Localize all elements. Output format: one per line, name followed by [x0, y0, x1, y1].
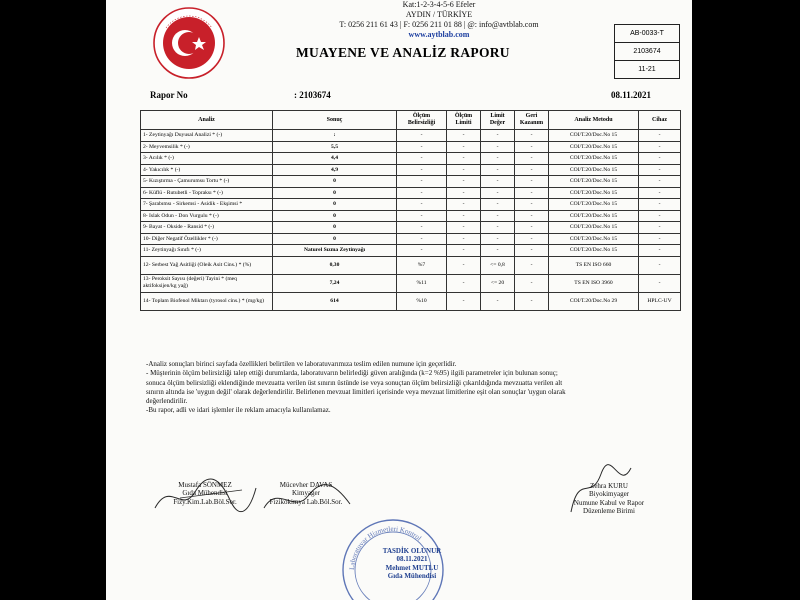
table-cell: 11- Zeytinyağı Sınıfı * (-)	[141, 245, 273, 257]
table-cell: -	[447, 233, 481, 245]
stamp-date: 08.11.2021	[396, 555, 428, 564]
approval-stamp-text	[362, 547, 462, 581]
table-cell: -	[481, 153, 515, 165]
table-cell: -	[515, 130, 549, 142]
signature-block-3	[554, 482, 664, 516]
column-header: Analiz Metodu	[549, 111, 639, 130]
signer-role: Fizikokimya Lab.Böl.Sor.	[269, 497, 343, 506]
table-cell: -	[639, 130, 681, 142]
table-header-row	[141, 111, 681, 130]
table-cell: COI/T.20/Doc.No 15	[549, 130, 639, 142]
column-header: Ölçüm Belirsizliği	[397, 111, 447, 130]
table-row	[141, 256, 681, 274]
table-cell: -	[515, 176, 549, 188]
table-cell: -	[397, 164, 447, 176]
table-cell: -	[397, 187, 447, 199]
table-cell: -	[639, 222, 681, 234]
table-cell: -	[639, 176, 681, 188]
table-cell: TS EN ISO 3960	[549, 274, 639, 292]
signer-role-line-2: Düzenleme Birimi	[583, 507, 635, 516]
table-row	[141, 164, 681, 176]
table-cell: 10- Diğer Negatif Özellikler * (-)	[141, 233, 273, 245]
table-cell: -	[639, 274, 681, 292]
table-cell: -	[639, 245, 681, 257]
table-cell: -	[639, 199, 681, 211]
table-cell: -	[515, 187, 549, 199]
table-row	[141, 199, 681, 211]
column-header: Limit Değer	[481, 111, 515, 130]
table-cell: -	[515, 153, 549, 165]
note-line: sınırın altında ise 'uygun değil' olarak değerlendirilir. Belirlenen mevzuat limitleri içerisinde veya mevzuat limitlerine eşit olan sonuçlar 'uygun olarak	[146, 387, 566, 396]
table-row	[141, 292, 681, 310]
table-cell: 0	[273, 199, 397, 211]
analysis-results-table	[140, 110, 681, 311]
table-cell: -	[481, 222, 515, 234]
table-row	[141, 274, 681, 292]
signature-block-1	[150, 481, 260, 506]
table-cell: COI/T.20/Doc.No 15	[549, 141, 639, 153]
table-cell: COI/T.20/Doc.No 15	[549, 164, 639, 176]
table-cell: -	[515, 245, 549, 257]
column-header: Sonuç	[273, 111, 397, 130]
table-cell: -	[515, 274, 549, 292]
table-cell: -	[447, 176, 481, 188]
note-line: sonuca ölçüm belirsizliği eklendiğinde mevzuatta verilen üst sınırın üstünde ise veya sonuçtan ölçüm belirsizliği çıkarıldığında mevzuatta verilen alt	[146, 378, 563, 387]
table-cell: -	[481, 245, 515, 257]
signer-name: Zehra KURU	[590, 482, 628, 490]
table-cell: Naturel Sızma Zeytinyağı	[273, 245, 397, 257]
table-cell: -	[481, 199, 515, 211]
table-row	[141, 176, 681, 188]
contact-line: T: 0256 211 61 43 | F: 0256 211 01 88 | @: info@avtblab.com	[339, 20, 539, 29]
note-line: -Analiz sonuçları birinci sayfada özellikleri belirtilen ve laboratuvarımıza teslim edilen numune için geçerlidir.	[146, 360, 457, 368]
signer-name: Mustafa SÖNMEZ	[178, 481, 232, 489]
table-cell: -	[515, 222, 549, 234]
column-header: Analiz	[141, 111, 273, 130]
table-cell: -	[447, 153, 481, 165]
table-cell: -	[481, 233, 515, 245]
table-cell: %7	[397, 256, 447, 274]
table-cell: 614	[273, 292, 397, 310]
table-row	[141, 222, 681, 234]
table-cell: -	[397, 245, 447, 257]
table-cell: 0,30	[273, 256, 397, 274]
table-cell: 7- Şarabımsı - Sirkemsi - Asidik - Ekşimsi *	[141, 199, 273, 211]
report-notes	[146, 360, 676, 416]
table-row	[141, 130, 681, 142]
table-cell: -	[447, 222, 481, 234]
table-cell: -	[639, 210, 681, 222]
table-cell: <= 20	[481, 274, 515, 292]
table-cell: -	[639, 233, 681, 245]
document-code-box	[614, 24, 680, 79]
table-cell: 0	[273, 210, 397, 222]
column-header: Ölçüm Limiti	[447, 111, 481, 130]
table-cell: 9- Bayat - Oksidе - Ransid * (-)	[141, 222, 273, 234]
table-cell: COI/T.20/Doc.No 15	[549, 153, 639, 165]
signer-title: Biyokimyager	[588, 490, 630, 499]
table-cell: -	[515, 164, 549, 176]
table-cell: COI/T.20/Doc.No 15	[549, 199, 639, 211]
table-cell: -	[639, 187, 681, 199]
address-line-1: Kat:1-2-3-4-5-6 Efeler	[402, 0, 476, 9]
signer-title: Gıda Mühendisi	[182, 489, 228, 498]
table-row	[141, 153, 681, 165]
table-cell: COI/T.20/Doc.No 29	[549, 292, 639, 310]
table-cell: 1- Zeytinyağı Duyusal Analizi * (-)	[141, 130, 273, 142]
table-cell: -	[515, 292, 549, 310]
table-cell: <= 0,8	[481, 256, 515, 274]
signer-name: Mücevher DAVAS	[279, 481, 333, 489]
table-cell: -	[397, 233, 447, 245]
website-link[interactable]: www.aytblab.com	[408, 30, 470, 39]
table-cell: 2- Meyvemsilik * (-)	[141, 141, 273, 153]
table-cell: 3- Acılık * (-)	[141, 153, 273, 165]
table-row	[141, 187, 681, 199]
report-date: 08.11.2021	[611, 90, 652, 100]
table-cell: -	[639, 256, 681, 274]
document-code: AB-0033-T	[615, 25, 679, 43]
table-cell: -	[447, 130, 481, 142]
report-page	[106, 0, 692, 600]
table-cell: -	[639, 164, 681, 176]
table-cell: 7,24	[273, 274, 397, 292]
table-cell: COI/T.20/Doc.No 15	[549, 187, 639, 199]
table-cell: 0	[273, 222, 397, 234]
table-cell: 12- Serbest Yağ Asitliği (Oleik Asit Cins.) * (%)	[141, 256, 273, 274]
column-header: Geri Kazanım	[515, 111, 549, 130]
table-cell: %11	[397, 274, 447, 292]
signature-block-2	[256, 481, 356, 506]
table-cell: -	[447, 187, 481, 199]
table-cell: -	[515, 210, 549, 222]
table-cell: TS EN ISO 660	[549, 256, 639, 274]
report-number-label: Rapor No	[150, 90, 188, 100]
table-cell: COI/T.20/Doc.No 15	[549, 210, 639, 222]
table-cell: -	[481, 292, 515, 310]
table-cell: -	[515, 141, 549, 153]
document-period: 11-21	[638, 66, 656, 73]
table-cell: 0	[273, 176, 397, 188]
stamp-title: Gıda Mühendisi	[387, 572, 437, 581]
table-cell: 5,5	[273, 141, 397, 153]
table-cell: -	[447, 245, 481, 257]
table-row	[141, 245, 681, 257]
table-cell: -	[447, 210, 481, 222]
stamp-ring-text: Laboratuvar Hizmetleri Kontrol	[347, 524, 423, 571]
table-cell: -	[397, 176, 447, 188]
table-cell: 4,4	[273, 153, 397, 165]
table-cell: -	[481, 130, 515, 142]
table-cell: 6- Küflü - Rutubetli - Topraksı * (-)	[141, 187, 273, 199]
table-cell: -	[397, 210, 447, 222]
signer-role: Fizy.Kim.Lab.Böl.Sor.	[173, 497, 237, 506]
signer-role: Numune Kabul ve Rapor	[573, 498, 645, 507]
table-cell: -	[515, 256, 549, 274]
table-cell: 0	[273, 233, 397, 245]
table-row	[141, 141, 681, 153]
document-number: 2103674	[615, 43, 679, 61]
table-cell: -	[397, 130, 447, 142]
table-cell: COI/T.20/Doc.No 15	[549, 233, 639, 245]
table-cell: -	[481, 176, 515, 188]
table-cell: -	[447, 141, 481, 153]
table-cell: -	[397, 222, 447, 234]
signer-title: Kimyager	[292, 489, 320, 498]
table-cell: -	[447, 199, 481, 211]
table-cell: %10	[397, 292, 447, 310]
table-cell: :	[273, 130, 397, 142]
table-cell: 13- Peroksit Sayısı (değeri) Tayini * (meq aktifoksijen/kg yağ)	[141, 274, 273, 292]
stamp-name: Mehmet MUTLU	[385, 563, 439, 572]
table-cell: 4,9	[273, 164, 397, 176]
table-cell: COI/T.20/Doc.No 15	[549, 176, 639, 188]
table-cell: COI/T.20/Doc.No 15	[549, 245, 639, 257]
column-header: Cihaz	[639, 111, 681, 130]
table-cell: -	[397, 141, 447, 153]
table-cell: -	[639, 141, 681, 153]
stamp-heading: TASDİK OLUNUR	[382, 547, 442, 555]
table-cell: 4- Yakıcılık * (-)	[141, 164, 273, 176]
table-cell: -	[481, 141, 515, 153]
note-line: - Müşterinin ölçüm belirsizliği talep ettiği durumlarda, laboratuvarın belirlediği güven aralığında (k=2 %95) ilgili parametreler için bulunan sonuç;	[146, 369, 558, 378]
table-row	[141, 233, 681, 245]
table-cell: -	[447, 274, 481, 292]
table-cell: -	[481, 164, 515, 176]
table-cell: -	[397, 199, 447, 211]
table-cell: -	[397, 153, 447, 165]
table-cell: COI/T.20/Doc.No 15	[549, 222, 639, 234]
note-line: değerlendirilir.	[146, 397, 188, 406]
table-cell: 8- Islak Odun - Don Vurgulu * (-)	[141, 210, 273, 222]
table-cell: -	[447, 164, 481, 176]
table-cell: -	[515, 233, 549, 245]
table-row	[141, 210, 681, 222]
table-cell: 5- Kızıştırma - Çamurumsu Tortu * (-)	[141, 176, 273, 188]
table-cell: -	[481, 210, 515, 222]
table-cell: -	[639, 153, 681, 165]
table-cell: -	[515, 199, 549, 211]
table-cell: 0	[273, 187, 397, 199]
table-cell: -	[447, 292, 481, 310]
report-number: : 2103674	[294, 90, 331, 100]
address-line-2: AYDIN / TÜRKİYE	[405, 10, 473, 19]
table-cell: -	[447, 256, 481, 274]
note-line: -Bu rapor, adli ve idari işlemler ile reklam amacıyla kullanılamaz.	[146, 406, 331, 415]
table-cell: 14- Toplam Biofenol Miktarı (tyrosol cins.) * (mg/kg)	[141, 292, 273, 310]
table-cell: HPLC-UV	[639, 292, 681, 310]
page-title: MUAYENE VE ANALİZ RAPORU	[296, 45, 510, 60]
table-cell: -	[481, 187, 515, 199]
